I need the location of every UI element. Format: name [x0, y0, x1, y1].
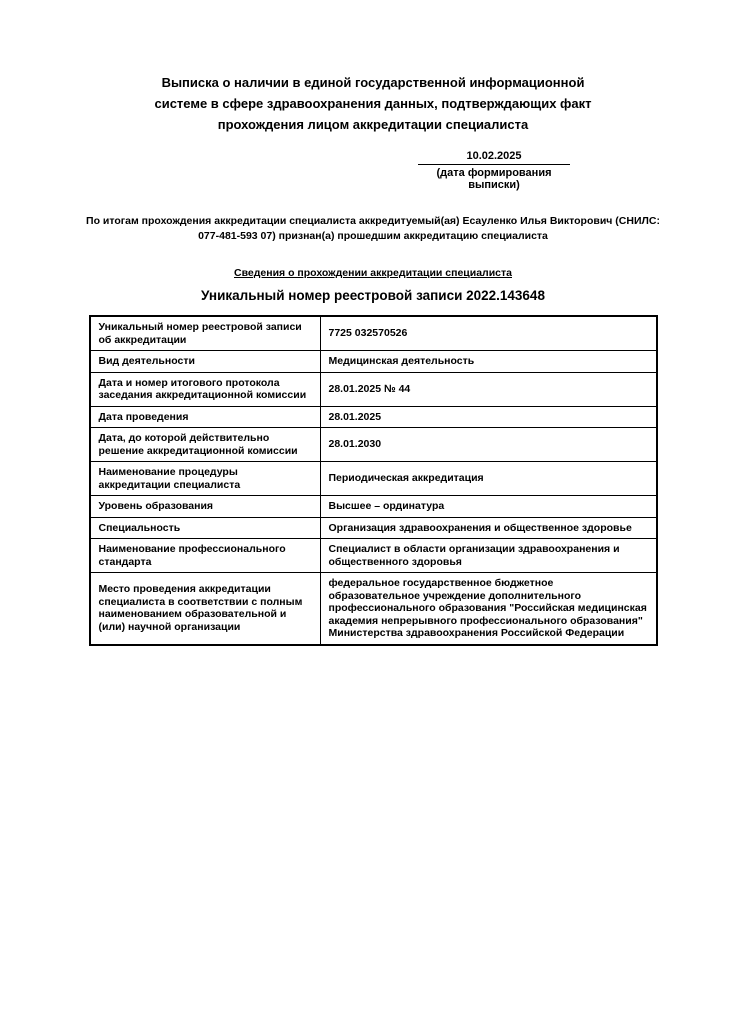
table-row [90, 428, 657, 462]
document-title [0, 0, 746, 135]
row-value: Медицинская деятельность [320, 351, 657, 373]
row-label: Дата и номер итогового протокола заседания аккредитационной комиссии [90, 372, 321, 406]
row-value: 28.01.2030 [320, 428, 657, 462]
document-title-line-2: системе в сфере здравоохранения данных, подтверждающих факт [154, 96, 592, 111]
row-value: федеральное государственное бюджетное образовательное учреждение дополнительного профессионального образования "Российская медицинская академия непрерывного профессионального образования" Министерства здравоохранения Российской Федерации [320, 573, 657, 645]
row-label: Уникальный номер реестровой записи об аккредитации [90, 316, 321, 351]
row-label: Вид деятельности [90, 351, 321, 373]
issue-date-caption: (дата формирования выписки) [436, 167, 552, 191]
table-row [90, 573, 657, 645]
issue-date-block [418, 150, 570, 191]
issue-date: 10.02.2025 [418, 150, 570, 165]
table-row [90, 462, 657, 496]
row-value: Высшее – ординатура [320, 496, 657, 518]
table-row [90, 517, 657, 539]
accreditation-summary-paragraph: По итогам прохождения аккредитации специалиста аккредитуемый(ая) Есауленко Илья Викторович (СНИЛС: 077-481-593 07) признан(а) прошедшим аккредитацию специалиста [86, 215, 660, 242]
row-value: Организация здравоохранения и общественное здоровье [320, 517, 657, 539]
document-title-line-1: Выписка о наличии в единой государственной информационной [161, 75, 585, 90]
row-value: 7725 032570526 [320, 316, 657, 351]
accreditation-details-table [89, 315, 658, 646]
section-heading: Сведения о прохождении аккредитации специалиста [234, 267, 512, 279]
row-label: Место проведения аккредитации специалиста в соответствии с полным наименованием образовательной и (или) научной организации [90, 573, 321, 645]
row-label: Дата проведения [90, 406, 321, 428]
row-label: Наименование процедуры аккредитации специалиста [90, 462, 321, 496]
table-row [90, 406, 657, 428]
record-number-heading: Уникальный номер реестровой записи 2022.143648 [201, 288, 545, 303]
row-value: 28.01.2025 № 44 [320, 372, 657, 406]
row-value: Периодическая аккредитация [320, 462, 657, 496]
table-row [90, 372, 657, 406]
row-value: 28.01.2025 [320, 406, 657, 428]
row-label: Дата, до которой действительно решение аккредитационной комиссии [90, 428, 321, 462]
row-label: Уровень образования [90, 496, 321, 518]
row-label: Наименование профессионального стандарта [90, 539, 321, 573]
table-row [90, 496, 657, 518]
document-title-line-3: прохождения лицом аккредитации специалиста [217, 117, 529, 132]
table-row [90, 316, 657, 351]
row-value: Специалист в области организации здравоохранения и общественного здоровья [320, 539, 657, 573]
row-label: Специальность [90, 517, 321, 539]
table-row [90, 539, 657, 573]
table-row [90, 351, 657, 373]
